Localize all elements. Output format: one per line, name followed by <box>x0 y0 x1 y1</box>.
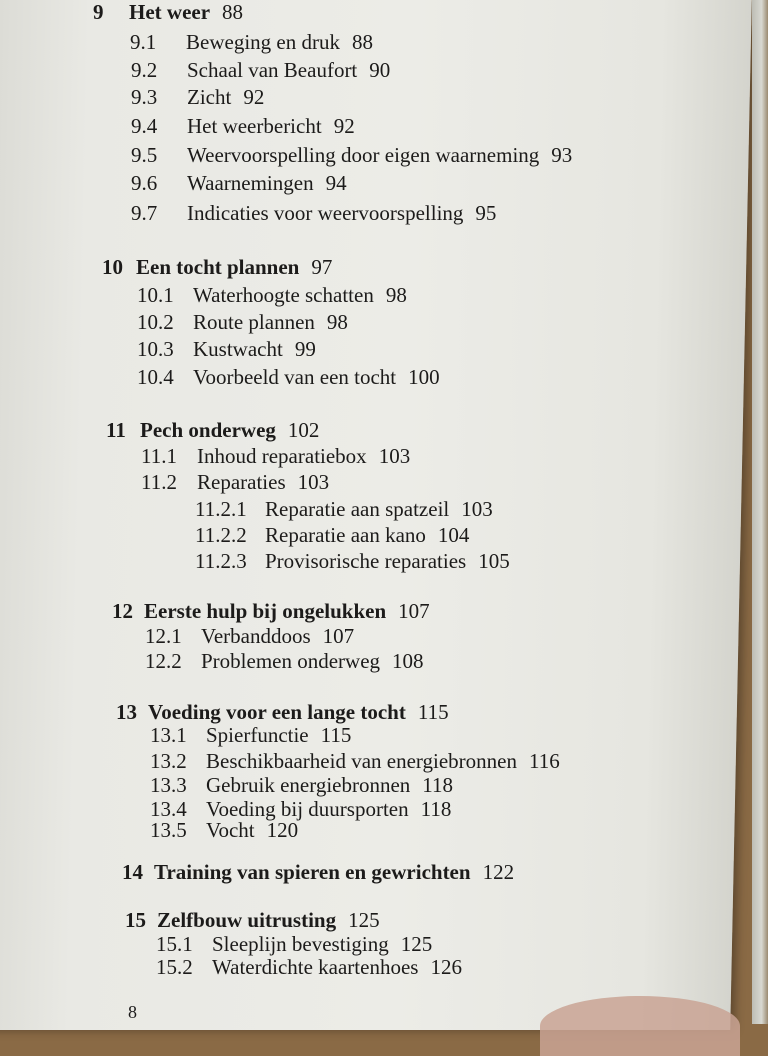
toc-chapter <box>106 418 319 442</box>
toc-section <box>150 818 298 842</box>
toc-title: Een tocht plannen <box>136 255 300 279</box>
toc-title: Reparaties <box>197 470 286 494</box>
toc-title: Training van spieren en gewrichten <box>154 860 471 884</box>
toc-section <box>150 723 351 747</box>
toc-page: 103 <box>461 497 493 521</box>
toc-number: 9.1 <box>130 30 157 54</box>
toc-number: 15.2 <box>156 955 193 979</box>
toc-page: 88 <box>351 30 373 54</box>
toc-number: 13.4 <box>150 797 187 821</box>
toc-section <box>156 932 432 956</box>
toc-title: Pech onderweg <box>140 418 276 442</box>
toc-title: Gebruik energiebronnen <box>206 773 411 797</box>
toc-section <box>131 114 355 138</box>
toc-page: 100 <box>408 365 440 389</box>
toc-section <box>141 444 410 468</box>
toc-title: Voorbeeld van een tocht <box>193 365 397 389</box>
toc-number: 9.3 <box>131 85 158 109</box>
toc-section <box>131 171 347 195</box>
toc-number: 10.4 <box>137 365 174 389</box>
toc-title: Het weer <box>129 0 211 24</box>
toc-number: 9.7 <box>131 201 158 225</box>
page-number: 8 <box>128 1002 137 1022</box>
toc-section <box>137 283 407 307</box>
toc-chapter <box>122 860 514 884</box>
toc-page: 107 <box>322 624 355 648</box>
toc-title: Inhoud reparatiebox <box>197 444 367 468</box>
toc-page: 105 <box>478 549 510 573</box>
toc-title: Voeding voor een lange tocht <box>148 700 406 724</box>
toc-page: 103 <box>297 470 330 494</box>
toc-page: 103 <box>378 444 411 468</box>
toc-section <box>137 365 440 389</box>
toc-number: 11 <box>106 418 126 442</box>
toc-number: 10.1 <box>137 283 174 307</box>
toc-section <box>137 310 348 334</box>
toc-chapter <box>125 908 380 932</box>
toc-title: Zelfbouw uitrusting <box>157 908 337 932</box>
toc-page: 116 <box>529 749 560 773</box>
toc-title: Reparatie aan kano <box>265 523 426 547</box>
toc-subsection <box>195 523 469 547</box>
toc-page: 118 <box>422 773 454 797</box>
toc-page: 125 <box>348 908 380 932</box>
toc-title: Weervoorspelling door eigen waarneming <box>187 143 540 167</box>
toc-section <box>131 201 496 225</box>
toc-title: Waterdichte kaartenhoes <box>212 955 419 979</box>
toc-title: Het weerbericht <box>187 114 322 138</box>
toc-section <box>131 143 572 167</box>
toc-number: 14 <box>122 860 143 884</box>
toc-title: Beschikbaarheid van energiebronnen <box>206 749 517 773</box>
toc-page: 88 <box>222 0 244 24</box>
toc-number: 9.2 <box>131 58 158 82</box>
toc-title: Reparatie aan spatzeil <box>265 497 450 521</box>
toc-chapter <box>102 255 332 279</box>
toc-page: 108 <box>392 649 424 673</box>
toc-number: 13.5 <box>150 818 187 842</box>
toc-page: 93 <box>551 143 573 167</box>
toc-section <box>137 337 316 361</box>
toc-page: 118 <box>420 797 452 821</box>
toc-title: Kustwacht <box>193 337 283 361</box>
toc-page: 99 <box>294 337 316 361</box>
toc-number: 10 <box>102 255 123 279</box>
toc-number: 15.1 <box>156 932 193 956</box>
toc-page: 98 <box>326 310 348 334</box>
toc-number: 12.1 <box>145 624 182 648</box>
toc-page: 107 <box>398 599 430 623</box>
toc-section <box>145 649 424 673</box>
toc-page: 115 <box>417 700 449 724</box>
toc-number: 11.2.1 <box>195 497 247 521</box>
toc-number: 11.2 <box>141 470 177 494</box>
toc-title: Route plannen <box>193 310 315 334</box>
toc-page: 120 <box>266 818 299 842</box>
toc-page: 125 <box>400 932 433 956</box>
toc-number: 9.6 <box>131 171 158 195</box>
toc-section <box>131 85 264 109</box>
toc-page: 95 <box>475 201 497 225</box>
toc-section <box>150 749 560 773</box>
toc-section <box>130 30 373 54</box>
toc-chapter <box>116 700 449 724</box>
toc-title: Vocht <box>206 818 255 842</box>
toc-title: Eerste hulp bij ongelukken <box>144 599 387 623</box>
toc-page: 92 <box>243 85 265 109</box>
toc-section <box>156 955 462 979</box>
toc-section <box>150 773 453 797</box>
toc-chapter <box>93 0 243 24</box>
finger <box>540 996 740 1056</box>
toc-title: Waarnemingen <box>187 171 314 195</box>
toc-title: Voeding bij duursporten <box>206 797 409 821</box>
toc-number: 13.2 <box>150 749 187 773</box>
toc-page: 102 <box>287 418 320 442</box>
toc-page: 122 <box>482 860 515 884</box>
page-edge <box>752 0 768 1024</box>
toc-number: 13 <box>116 700 137 724</box>
toc-number: 9 <box>93 0 104 24</box>
toc-number: 12 <box>112 599 133 623</box>
toc-title: Beweging en druk <box>186 30 340 54</box>
toc-chapter <box>112 599 430 623</box>
toc-page: 94 <box>325 171 347 195</box>
toc-page: 104 <box>437 523 470 547</box>
toc-number: 11.2.3 <box>195 549 247 573</box>
toc-title: Schaal van Beaufort <box>187 58 358 82</box>
toc-number: 12.2 <box>145 649 182 673</box>
toc-title: Sleeplijn bevestiging <box>212 932 389 956</box>
toc-page: 97 <box>311 255 333 279</box>
toc-number: 15 <box>125 908 146 932</box>
toc-page: 126 <box>430 955 462 979</box>
toc-title: Waterhoogte schatten <box>193 283 374 307</box>
toc-number: 10.2 <box>137 310 174 334</box>
toc-page: 115 <box>320 723 352 747</box>
toc-number: 11.2.2 <box>195 523 247 547</box>
toc-page: 92 <box>333 114 355 138</box>
toc-title: Verbanddoos <box>201 624 311 648</box>
toc-title: Problemen onderweg <box>201 649 381 673</box>
toc-number: 11.1 <box>141 444 177 468</box>
toc-number: 13.1 <box>150 723 187 747</box>
toc-page: 98 <box>385 283 407 307</box>
toc-title: Indicaties voor weervoorspelling <box>187 201 464 225</box>
toc-title: Zicht <box>187 85 232 109</box>
toc-section <box>145 624 354 648</box>
toc-page: 90 <box>369 58 391 82</box>
toc-title: Provisorische reparaties <box>265 549 467 573</box>
toc-number: 9.4 <box>131 114 158 138</box>
toc-number: 9.5 <box>131 143 158 167</box>
toc-subsection <box>195 497 493 521</box>
toc-subsection <box>195 549 510 573</box>
toc-title: Spierfunctie <box>206 723 309 747</box>
toc-number: 13.3 <box>150 773 187 797</box>
toc-section <box>141 470 329 494</box>
toc-number: 10.3 <box>137 337 174 361</box>
toc-section <box>131 58 390 82</box>
